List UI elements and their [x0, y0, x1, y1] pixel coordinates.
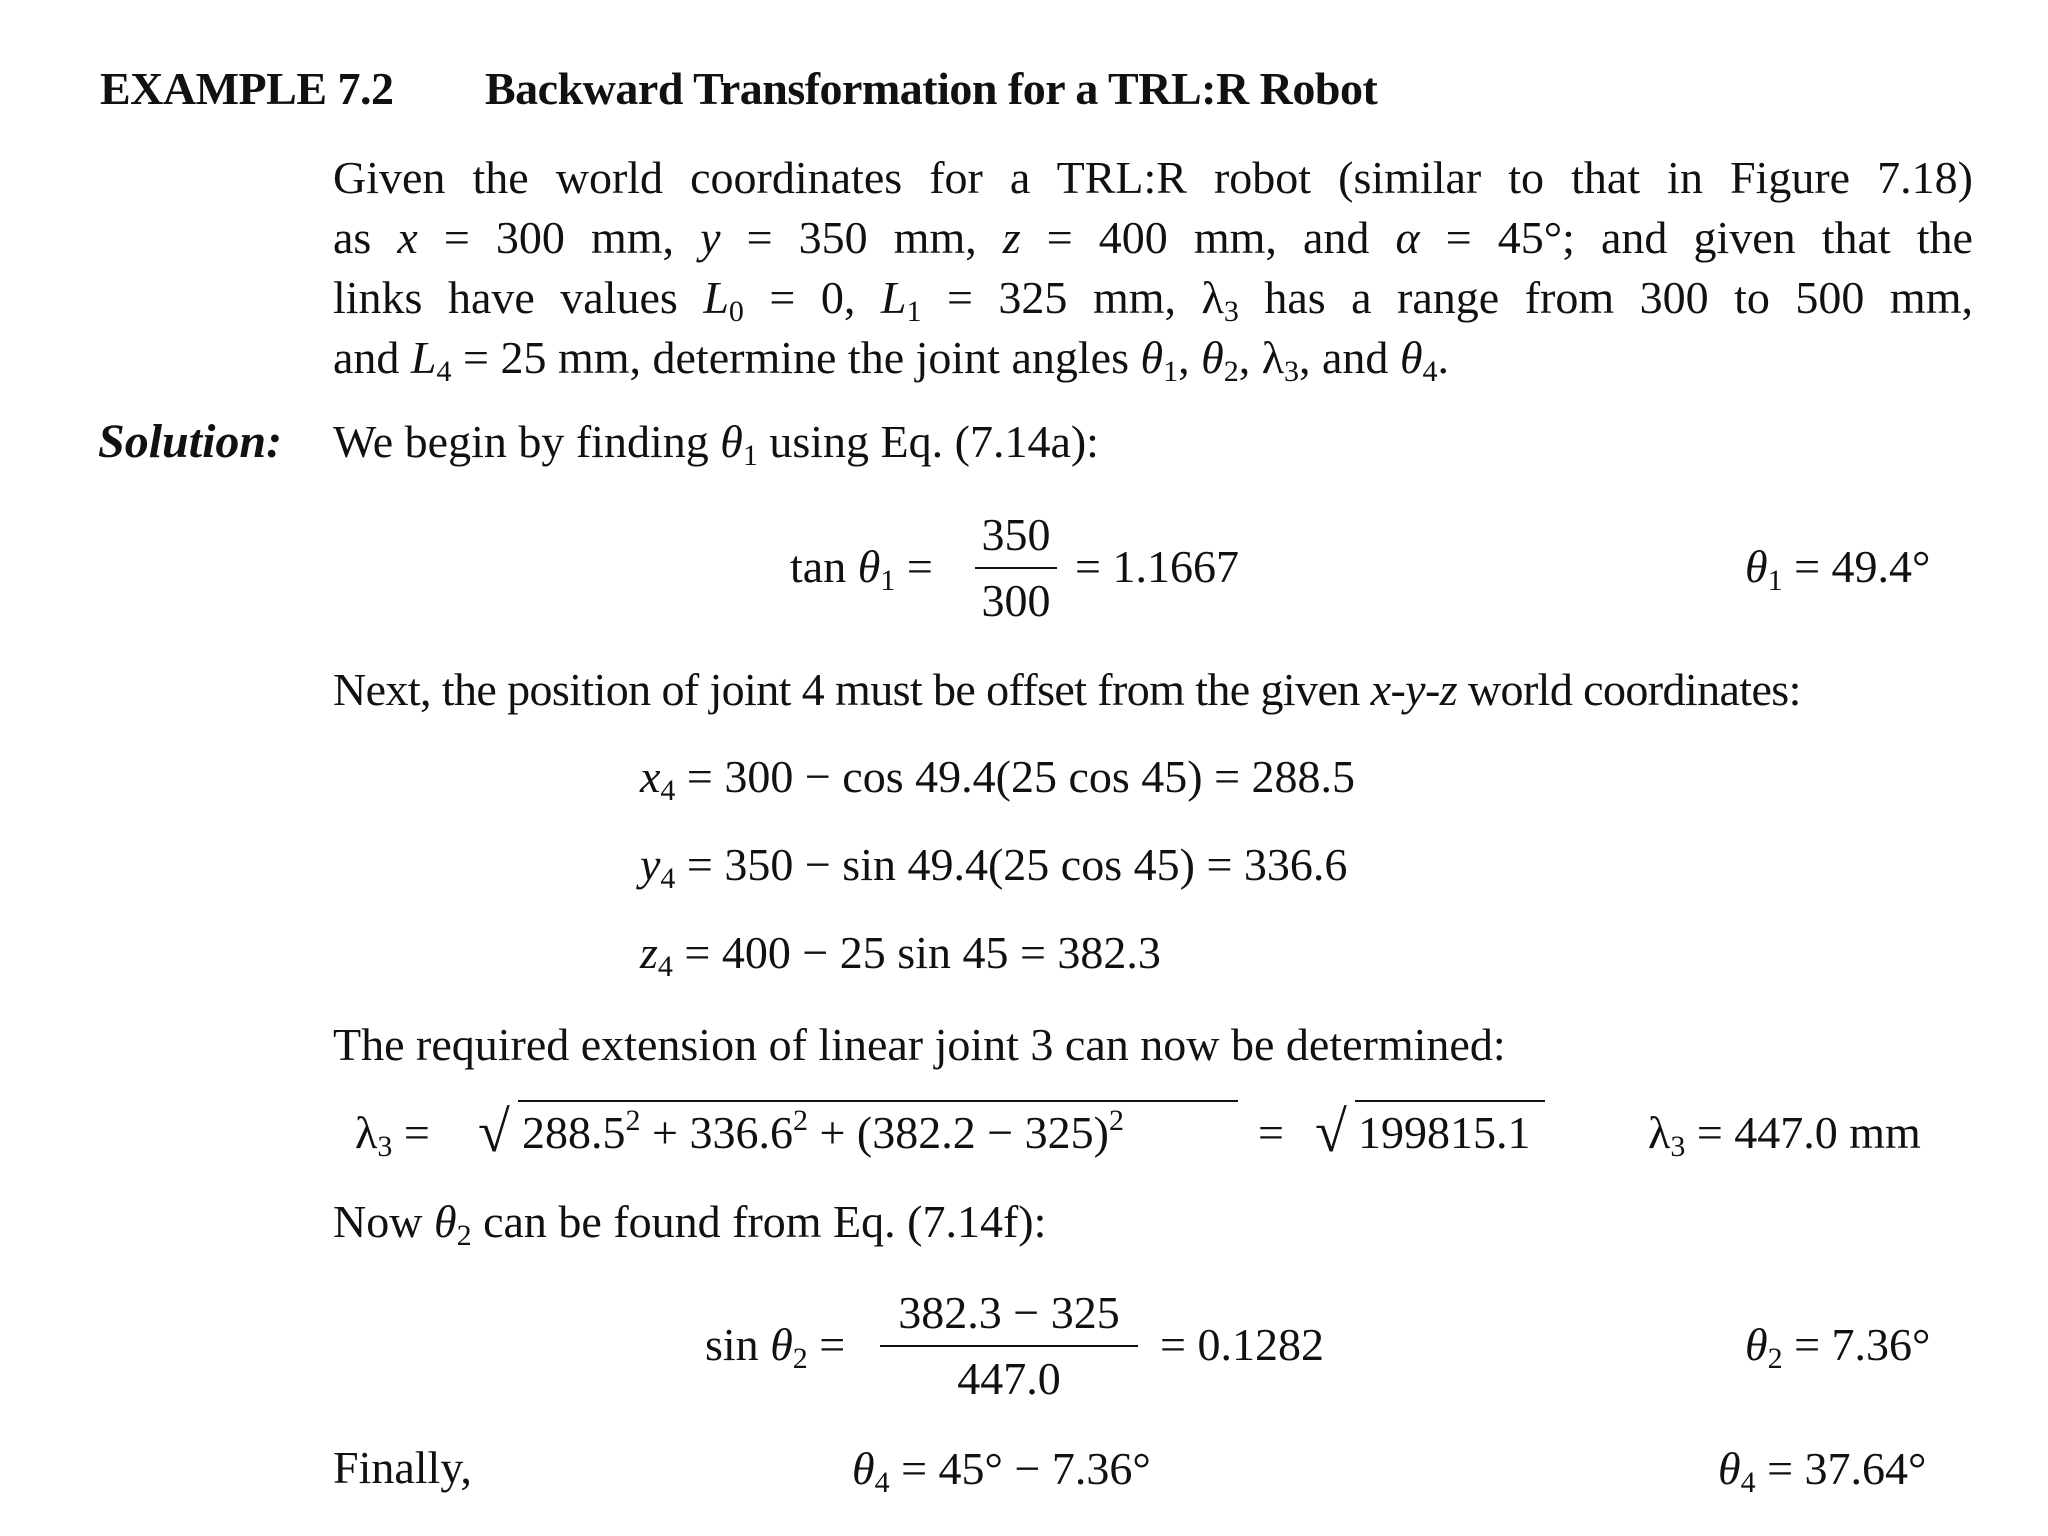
- eq1-lhs: $\tan \theta_1$ =: [790, 541, 933, 597]
- step2-text: Next, the position of joint 4 must be offset from the given x-y-z world coordinates:: [333, 664, 1801, 715]
- eq1-numerator: 350: [981, 509, 1051, 560]
- step4-text: Now $\theta_2$ can be found from Eq. (7.14f):: [333, 1196, 1047, 1252]
- step1-text: We begin by finding $\theta_1$ using Eq. (7.14a):: [333, 416, 1099, 472]
- eq4-result: $\theta_4 = 37.64^\circ$: [1718, 1443, 1927, 1499]
- example-label: EXAMPLE 7.2: [100, 63, 394, 114]
- eq2-rhs: = 0.1282: [1160, 1319, 1324, 1370]
- lambda-equals: =: [1258, 1107, 1284, 1158]
- step3-text: The required extension of linear joint 3 can now be determined:: [333, 1019, 1506, 1070]
- problem-line: links have values $L_0 = 0$, $L_1 = 325$ mm, $\lambda_3$ has a range from 300 to 500 mm,: [333, 272, 1973, 328]
- problem-line: Given the world coordinates for a TRL:R robot (similar to that in Figure 7.18): [333, 152, 1973, 203]
- final-label: Finally,: [333, 1442, 472, 1493]
- sqrt-overbar: [1355, 1100, 1545, 1102]
- solution-label: Solution:: [98, 415, 283, 468]
- offset-eq-x4: $x_4 = 300 - \cos 49.4(25$ cos 45) = 288.5: [640, 751, 1356, 807]
- eq2-result: $\theta_2 = 7.36^\circ$: [1745, 1319, 1931, 1375]
- example-title: Backward Transformation for a TRL:R Robot: [485, 63, 1378, 114]
- sqrt-icon: √: [1315, 1099, 1347, 1164]
- lambda-radicand2: 199815.1: [1358, 1107, 1531, 1158]
- eq4-expression: $\theta_4 = 45^\circ - 7.36^\circ$: [852, 1443, 1151, 1499]
- problem-line: as x = 300 mm, y = 350 mm, z = 400 mm, and α = 45°; and given that the: [333, 212, 1973, 263]
- eq1-result: $\theta_1 = 49.4^\circ$: [1745, 541, 1931, 597]
- fraction-bar: [880, 1345, 1138, 1347]
- lambda-radicand1: $288.5^2 + 336.6^2 + (382.2 - 325)^2$: [522, 1104, 1124, 1158]
- problem-statement: [333, 148, 1973, 388]
- eq1-rhs: = 1.1667: [1075, 541, 1239, 592]
- lambda-result: $\lambda_3 = 447.0$ mm: [1648, 1107, 1921, 1163]
- problem-line: and $L_4 = 25$ mm, determine the joint angles $\theta_1$, $\theta_2$, $\lambda_3$, and $\theta_4$.: [333, 332, 1450, 388]
- sqrt-overbar: [518, 1100, 1238, 1102]
- eq1-denominator: 300: [981, 575, 1051, 626]
- lambda-lhs: $\lambda_3$ =: [355, 1107, 430, 1163]
- eq1-fraction: [975, 505, 1057, 631]
- eq2-denominator: 447.0: [957, 1353, 1061, 1404]
- offset-eq-y4: $y_4 = 350 - \sin 49.4(25$ cos 45) = 336.6: [640, 839, 1348, 895]
- sqrt-icon: √: [478, 1099, 510, 1164]
- eq2-numerator: 382.3 − 325: [898, 1287, 1120, 1338]
- offset-eq-z4: $z_4 = 400 - 25$ sin 45 = 382.3: [640, 927, 1161, 983]
- eq2-lhs: $\sin \theta_2$ =: [705, 1319, 846, 1375]
- eq2-fraction: [880, 1283, 1138, 1409]
- fraction-bar: [975, 567, 1057, 569]
